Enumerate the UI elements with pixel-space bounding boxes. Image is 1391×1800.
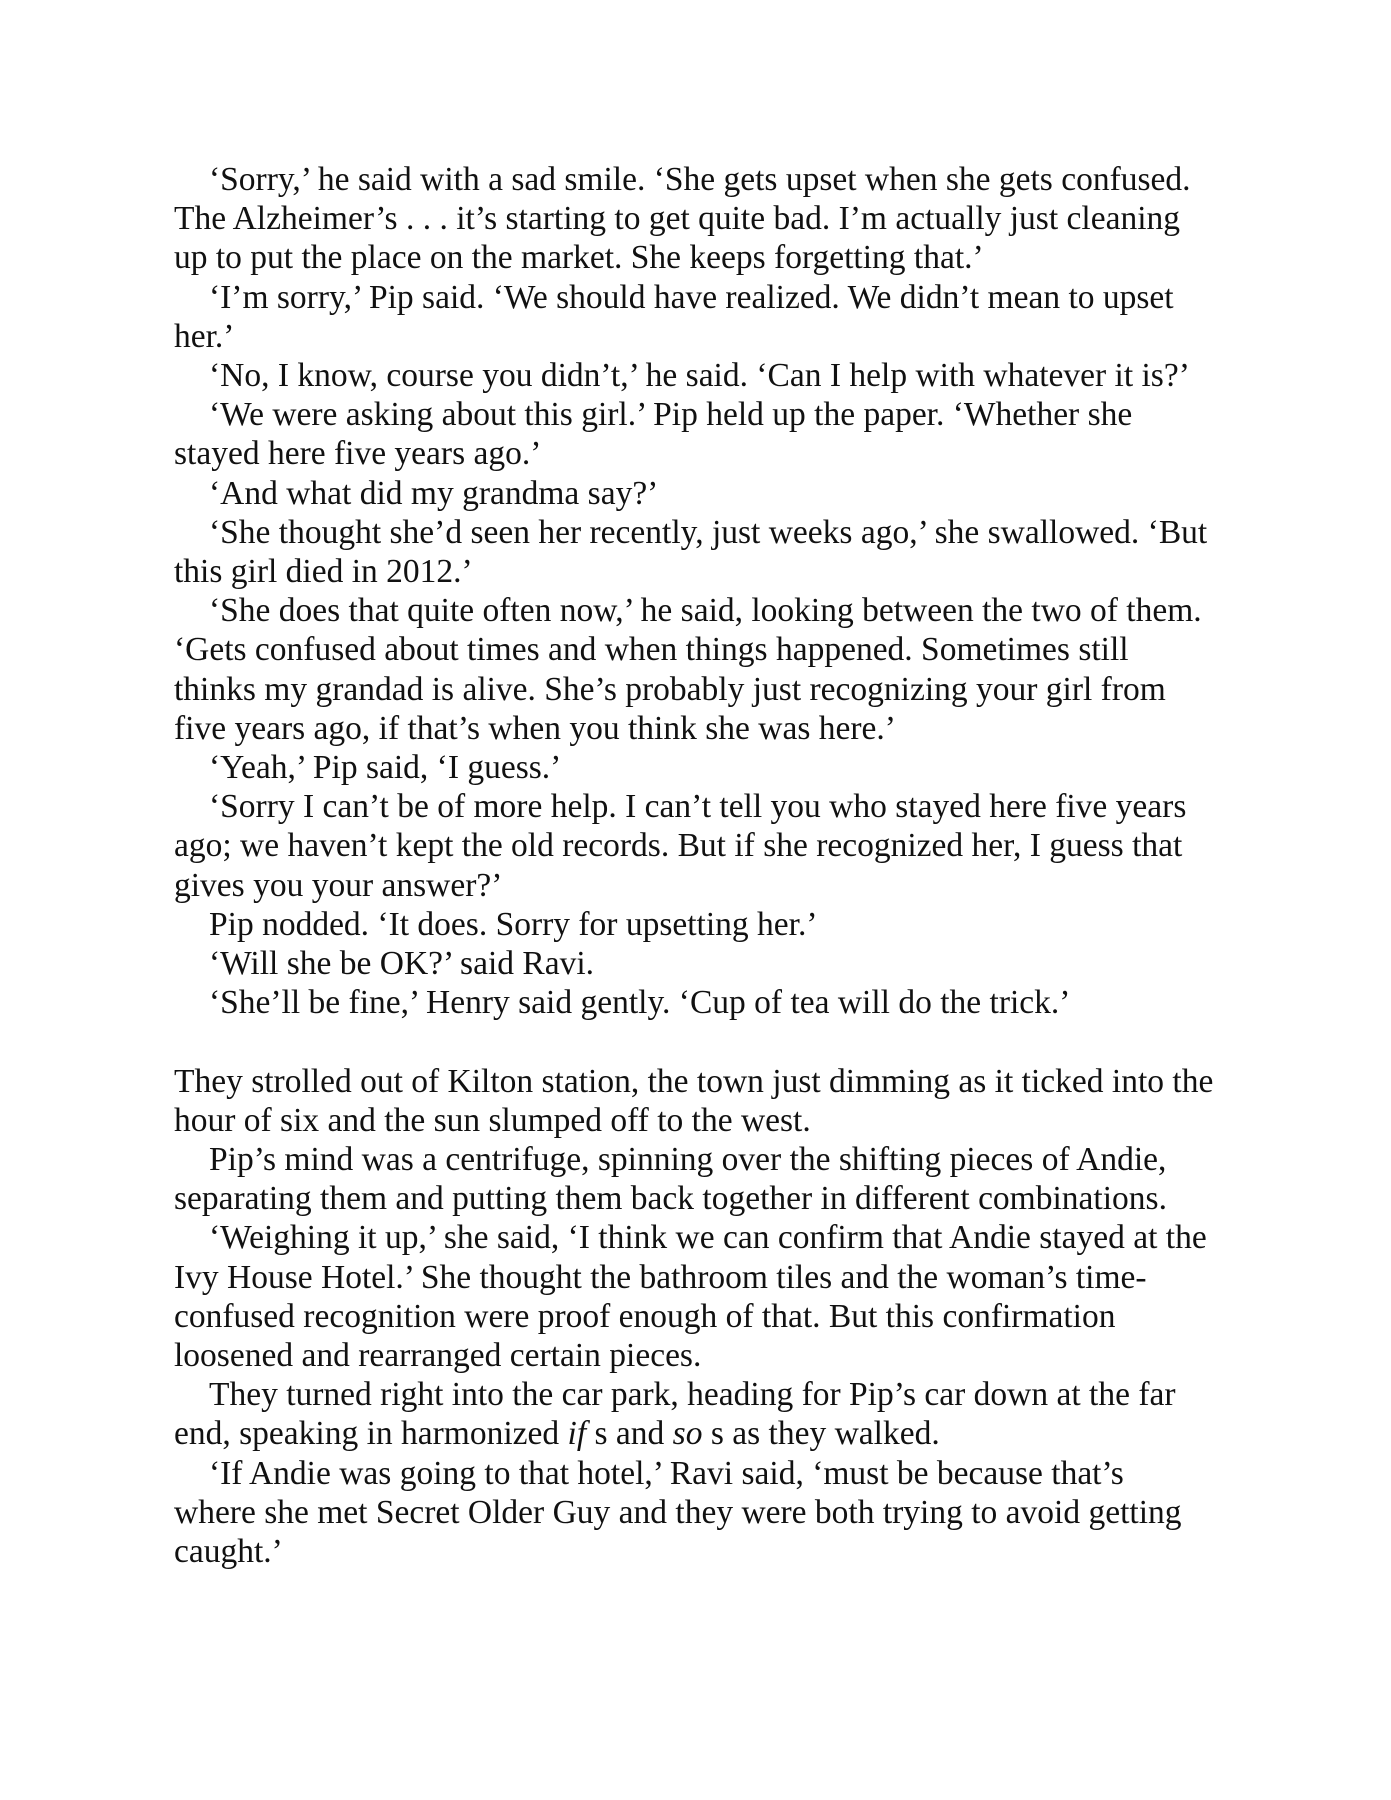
text-run: s and xyxy=(586,1415,673,1453)
italic-word: if xyxy=(567,1415,587,1453)
paragraph: ‘Yeah,’ Pip said, ‘I guess.’ xyxy=(209,749,562,787)
paragraph: ‘Will she be OK?’ said Ravi. xyxy=(209,945,595,983)
paragraph: ‘I’m sorry,’ Pip said. ‘We should have realized. We didn’t mean to upset her.’ xyxy=(174,278,1174,355)
section-break xyxy=(174,1022,1214,1061)
paragraph xyxy=(174,1375,1214,1453)
paragraph: ‘No, I know, course you didn’t,’ he said. ‘Can I help with whatever it is?’ xyxy=(209,357,1190,395)
paragraph: ‘Sorry,’ he said with a sad smile. ‘She gets upset when she gets confused. The Alzheimer’s . . . it’s starting to get quite bad. I’m actually just cleaning up to put the place on the market. She keeps forgetting that.’ xyxy=(174,161,1191,277)
paragraph: Pip’s mind was a centrifuge, spinning over the shifting pieces of Andie, separating them and putting them back together in different combinations. xyxy=(174,1141,1167,1218)
paragraph: ‘And what did my grandma say?’ xyxy=(209,474,659,512)
text-run: They turned right into the car park, heading for Pip’s car down at the far end, speaking in harmonized xyxy=(174,1376,1176,1453)
paragraph: ‘Weighing it up,’ she said, ‘I think we can confirm that Andie stayed at the Ivy House Hotel.’ She thought the bathroom tiles and the woman’s time-confused recognition were proof enough of that. But this confirmation loosened and rearranged certain pieces. xyxy=(174,1219,1207,1375)
italic-word: so xyxy=(672,1415,703,1453)
paragraph: Pip nodded. ‘It does. Sorry for upsetting her.’ xyxy=(209,905,818,943)
paragraph: ‘Sorry I can’t be of more help. I can’t tell you who stayed here five years ago; we haven’t kept the old records. But if she recognized her, I guess that gives you your answer?’ xyxy=(174,788,1187,904)
section-opening-paragraph: They strolled out of Kilton station, the town just dimming as it ticked into the hour of six and the sun slumped off to the west. xyxy=(174,1062,1214,1139)
paragraph: ‘She thought she’d seen her recently, just weeks ago,’ she swallowed. ‘But this girl died in 2012.’ xyxy=(174,513,1208,591)
paragraph: ‘We were asking about this girl.’ Pip held up the paper. ‘Whether she stayed here five years ago.’ xyxy=(174,396,1133,473)
paragraph: ‘She’ll be fine,’ Henry said gently. ‘Cup of tea will do the trick.’ xyxy=(209,984,1071,1022)
paragraph: ‘If Andie was going to that hotel,’ Ravi said, ‘must be because that’s where she met Secret Older Guy and they were both trying to avoid getting caught.’ xyxy=(174,1454,1182,1571)
page-body xyxy=(174,160,1214,1571)
paragraph: ‘She does that quite often now,’ he said, looking between the two of them. ‘Gets confused about times and when things happened. Sometimes still thinks my grandad is alive. She’s probably just recognizing your girl from five years ago, if that’s when you think she was here.’ xyxy=(174,592,1202,747)
text-run: s as they walked. xyxy=(702,1415,940,1453)
